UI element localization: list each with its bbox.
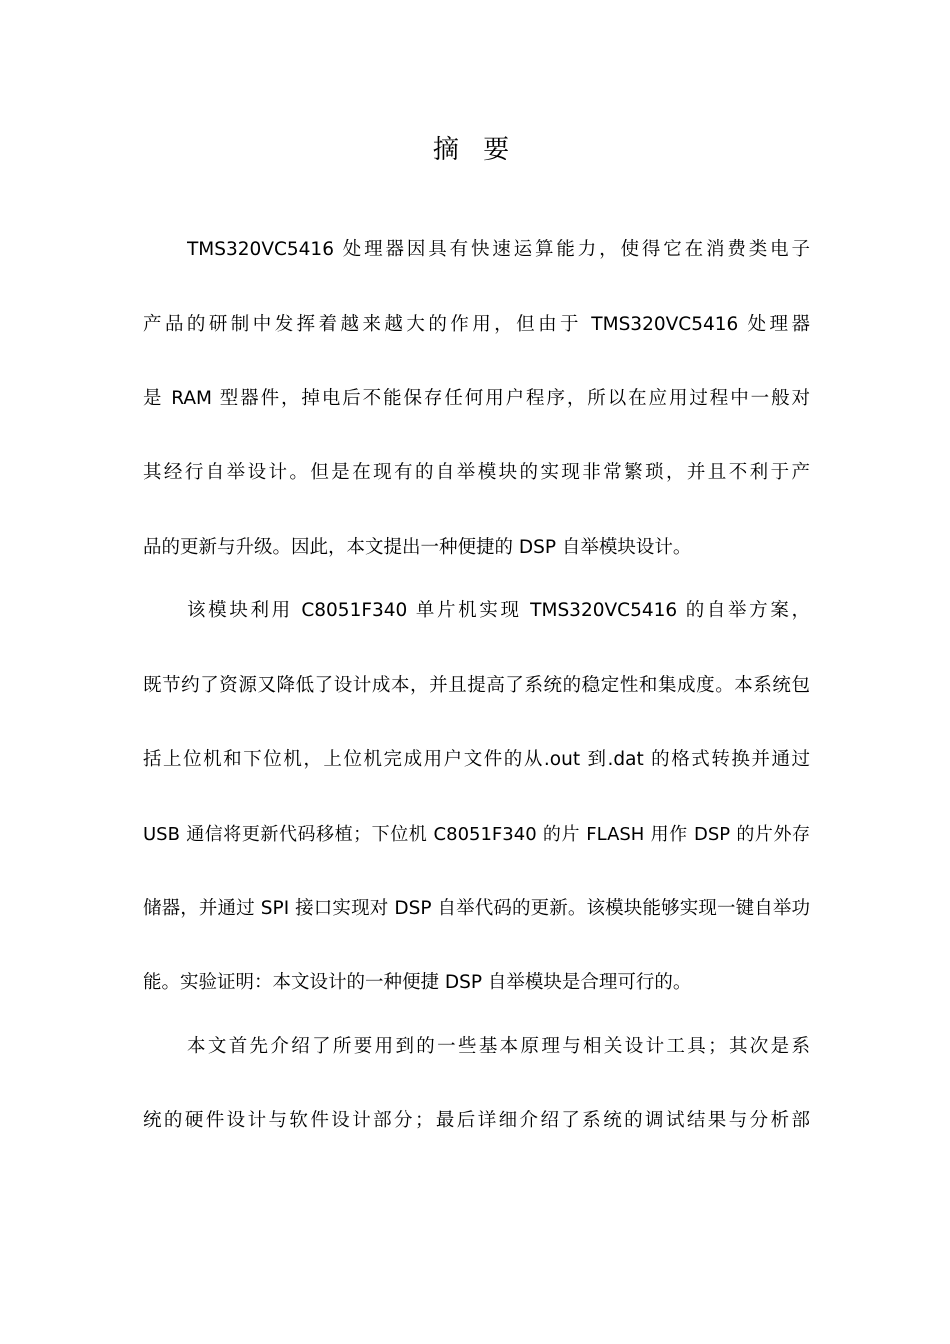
text-line: 本文首先介绍了所要用到的一些基本原理与相关设计工具；其次是系: [187, 1036, 810, 1057]
text-line: 储器，并通过 SPI 接口实现对 DSP 自举代码的更新。该模块能够实现一键自举功: [143, 898, 810, 919]
text-line: 该模块利用 C8051F340 单片机实现 TMS320VC5416 的自举方案，: [187, 600, 810, 621]
text-line: 括上位机和下位机，上位机完成用户文件的从.out 到.dat 的格式转换并通过: [143, 749, 810, 770]
text-line: 品的更新与升级。因此，本文提出一种便捷的 DSP 自举模块设计。: [143, 537, 692, 558]
text-line: 统的硬件设计与软件设计部分；最后详细介绍了系统的调试结果与分析部: [143, 1110, 810, 1131]
text-line: USB 通信将更新代码移植；下位机 C8051F340 的片 FLASH 用作 DSP 的片外存: [143, 824, 810, 845]
text-line: 既节约了资源又降低了设计成本，并且提高了系统的稳定性和集成度。本系统包: [143, 675, 810, 696]
text-line: 其经行自举设计。但是在现有的自举模块的实现非常繁琐，并且不利于产: [143, 462, 810, 483]
page-title: 摘 要: [432, 135, 518, 165]
text-line: 能。实验证明：本文设计的一种便捷 DSP 自举模块是合理可行的。: [143, 972, 692, 993]
text-line: TMS320VC5416 处理器因具有快速运算能力，使得它在消费类电子: [187, 239, 810, 260]
text-line: 是 RAM 型器件，掉电后不能保存任何用户程序，所以在应用过程中一般对: [143, 388, 810, 409]
text-line: 产品的研制中发挥着越来越大的作用，但由于 TMS320VC5416 处理器: [143, 314, 810, 335]
